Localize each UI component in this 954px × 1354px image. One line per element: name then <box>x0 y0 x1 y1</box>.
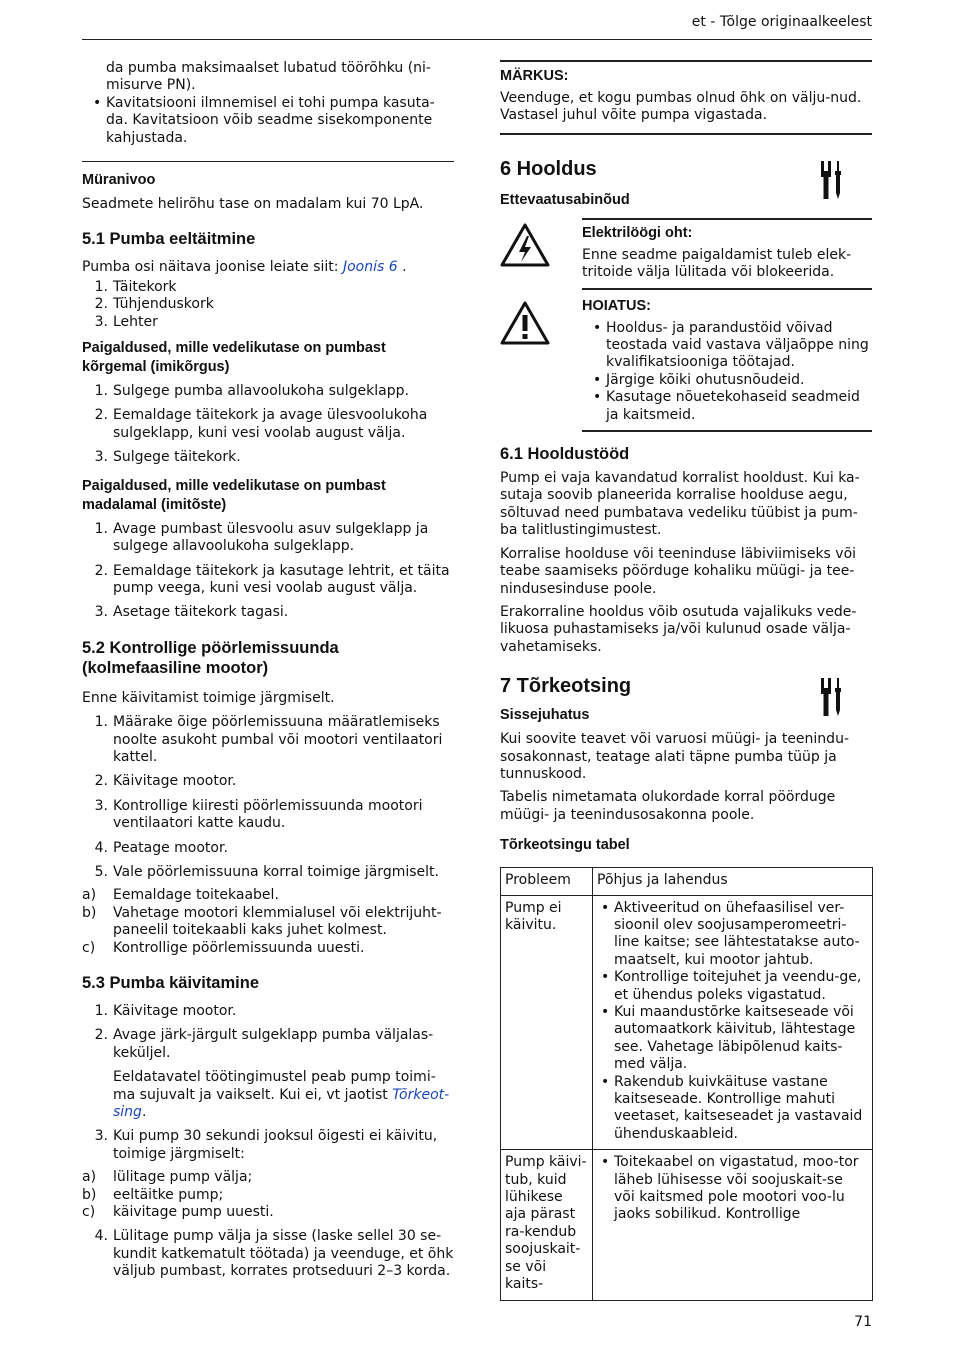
noise-text: Seadmete helirõhu tase on madalam kui 70 LpA. <box>82 196 424 213</box>
column-header: Põhjus ja lahendus <box>593 868 873 895</box>
electric-warning-box <box>582 218 872 288</box>
page-number: 71 <box>854 1314 872 1330</box>
list-item: 2. Eemaldage täitekork ja avage ülesvoolukoha sulgeklapp, kuni vesi voolab august välja. <box>94 407 428 441</box>
section-5-3-steps-cont <box>82 1228 454 1280</box>
paragraph: Kui soovite teavet või varuosi müügi- ja teenindu-sosakonnast, teatage alati täpne pumba tüüp ja tunnuskood. <box>500 731 849 782</box>
troubleshooting-table <box>500 867 873 1300</box>
section-5-1-title: 5.1 Pumba eeltäitmine <box>82 230 256 249</box>
list-item: • Aktiveeritud on ühefaasilisel ver-sioonil olev soojusamperomeetri-line kaitse; see lähtestatakse auto-maatselt, kui mootor jahtub. <box>599 900 868 970</box>
causes-list <box>597 900 868 1144</box>
section-5-2-title: 5.2 Kontrollige pöörlemissuunda (kolmefaasiline mootor) <box>82 638 339 677</box>
section-5-2-substeps <box>82 887 454 957</box>
list-item: • Kavitatsiooni ilmnemisel ei tohi pumpa kasuta-da. Kavitatsioon võib seadme sisekomponente kahjustada. <box>91 95 454 147</box>
list-item: 2. Eemaldage täitekork ja kasutage lehtrit, et täita pump veega, kuni vesi voolab august välja. <box>94 562 450 596</box>
list-item: 3. Kui pump 30 sekundi jooksul õigesti ei käivitu, toimige järgmiselt: <box>94 1128 438 1162</box>
list-item: 2. Tühjenduskork <box>94 296 214 313</box>
list-item: 1. Avage pumbast ülesvoolu asuv sulgeklapp ja sulgege allavoolukoha sulgeklapp. <box>94 520 429 555</box>
section-6-title: 6 Hooldus <box>500 157 597 180</box>
tools-icon <box>818 161 844 204</box>
section-6-header <box>500 157 872 187</box>
tools-icon <box>818 678 844 721</box>
table-row <box>501 1150 873 1300</box>
column-header: Probleem <box>501 868 593 895</box>
list-item: b) eeltäitke pump; <box>82 1186 224 1203</box>
section-5-1-intro: Pumba osi näitava joonise leiate siit: Joonis 6 . <box>82 259 407 276</box>
header-divider <box>82 39 872 40</box>
list-item: 1. Sulgege pumba allavoolukoha sulgeklapp. <box>94 383 409 400</box>
section-6-subtitle: Ettevaatusabinõud <box>500 191 630 208</box>
table-row <box>501 895 873 1150</box>
paragraph: Korralise hoolduse või teeninduse läbiviimiseks või teabe saamiseks pöörduge kohaliku müügi- ja tee-nindusesinduse poole. <box>500 545 857 597</box>
list-item: • Toitekaabel on vigastatud, moo-tor läheb lühisesse või soojuskait-se või kaitsmed pole mootori voo-lu jaoks sobilikud. Kontrollige <box>599 1154 868 1224</box>
right-column <box>500 60 872 1301</box>
below-steps <box>82 521 454 622</box>
section-5-3-title: 5.3 Pumba käivitamine <box>82 974 259 992</box>
causes-cell <box>593 1150 873 1300</box>
below-heading: Paigaldused, mille vedelikutase on pumbast madalamal (imitõste) <box>82 477 386 513</box>
list-item: a) Eemaldage toitekaabel. <box>82 887 279 904</box>
note-box <box>500 60 872 135</box>
paragraph: Pump ei vaja kavandatud korralist hooldust. Kui ka-sutaja soovib planeerida korralise hoolduse aegu, sõltuvad need pumbatava vedeliku tüübist ja pum-ba talitlustingimustest. <box>500 470 860 539</box>
list-item: 3. Asetage täitekork tagasi. <box>94 604 289 621</box>
electric-warning-text: Enne seadme paigaldamist tuleb elek-tritoide välja lülitada või blokeerida. <box>582 246 852 281</box>
section-7-header <box>500 674 872 704</box>
warning-list <box>582 320 872 424</box>
list-item: 1. Täitekork <box>94 278 177 295</box>
general-warning-title: HOIATUS: <box>582 297 652 314</box>
step-note: Eeldatavatel töötingimustel peab pump toimi-ma sujuvalt ja vaikselt. Kui ei, vt jaotist Tõrkeot-sing. <box>113 1069 450 1121</box>
section-7-title: 7 Tõrkeotsing <box>500 675 632 698</box>
paragraph: Tabelis nimetamata olukordade korral pöörduge müügi- ja teenindusosakonna poole. <box>500 789 836 823</box>
list-item: 2. Avage järk-järgult sulgeklapp pumba väljalas-keküljel. Eeldatavatel töötingimustel peab pump toimi-ma sujuvalt ja vaikselt. Kui ei, vt jaotist Tõrkeot-sing. <box>82 1027 454 1121</box>
problem-cell: Pump ei käivitu. <box>501 895 593 1150</box>
noise-heading: Müranivoo <box>82 172 156 189</box>
electric-warning-title: Elektrilöögi oht: <box>582 224 693 241</box>
intro-continuation: da pumba maksimaalset lubatud töörõhku (ni-misurve PN). <box>106 60 431 94</box>
table-header-row <box>501 868 873 895</box>
list-item: 4. Peatage mootor. <box>94 839 228 856</box>
paragraph: Erakorraline hooldus võib osutuda vajalikuks vede-likuosa puhastamiseks ja/või kulunud osade välja-vahetamiseks. <box>500 603 857 655</box>
electric-warning <box>500 218 872 288</box>
list-item: c) Kontrollige pöörlemissuunda uuesti. <box>82 939 365 956</box>
section-7-subtitle: Sissejuhatus <box>500 707 590 724</box>
note-title: MÄRKUS: <box>500 68 569 84</box>
warning-icon <box>500 288 582 432</box>
causes-list <box>597 1154 868 1224</box>
divider <box>82 161 454 162</box>
electric-hazard-icon <box>500 218 582 288</box>
list-item: • Hooldus- ja parandustöid võivad teostada vaid vastava väljaõppe ning kvalifikatsiooniga töötajad. <box>591 320 872 372</box>
list-item: 3. Kontrollige kiiresti pöörlemissuunda mootori ventilaatori katte kaudu. <box>94 797 423 832</box>
above-steps <box>82 383 454 467</box>
troubleshooting-link[interactable]: Tõrkeot-sing <box>113 1086 450 1121</box>
list-item: • Rakendub kuivkäituse vastane kaitseseade. Kontrollige mahuti veetaset, kaitseseadet ja vastavaid ühenduskaableid. <box>599 1074 868 1144</box>
list-item: • Kasutage nõuetekohaseid seadmeid ja kaitsmeid. <box>591 389 872 424</box>
section-5-2-steps <box>82 714 454 881</box>
list-item: 1. Määrake õige pöörlemissuuna määratlemiseks noolte asukoht pumbal või mootori ventilaatori kattel. <box>94 714 443 765</box>
list-item: c) käivitage pump uuesti. <box>82 1204 274 1221</box>
problem-cell: Pump käivi-tub, kuid lühikese aja pärast ra-kendub soojuskait-se või kaits- <box>501 1150 593 1300</box>
section-5-2-intro: Enne käivitamist toimige järgmiselt. <box>82 689 335 706</box>
table-heading: Tõrkeotsingu tabel <box>500 837 630 854</box>
intro-list <box>82 95 454 147</box>
list-item: 5. Vale pöörlemissuuna korral toimige järgmiselt. <box>94 863 439 880</box>
parts-list <box>82 279 454 331</box>
list-item: 2. Käivitage mootor. <box>94 773 237 790</box>
note-text: Veenduge, et kogu pumbas olnud õhk on välju-nud. Vastasel juhul võite pumpa vigastada. <box>500 90 862 124</box>
section-6-1-title: 6.1 Hooldustööd <box>500 445 630 464</box>
list-item: • Järgige kõiki ohutusnõudeid. <box>591 372 872 389</box>
list-item: 1. Käivitage mootor. <box>94 1003 237 1019</box>
section-5-3-steps <box>82 1003 454 1163</box>
causes-cell <box>593 895 873 1150</box>
list-item: b) Vahetage mootori klemmialusel või elektrijuht-paneelil toitekaabli kaks juhet kolmest. <box>82 904 442 939</box>
figure-link[interactable]: Joonis 6 <box>342 259 398 276</box>
list-item: 3. Sulgege täitekork. <box>94 449 241 466</box>
list-item: • Kui maandustõrke kaitseseade või automaatkork käivitub, lähtestage see. Vahetage läbipõlenud kaits-med välja. <box>599 1004 868 1074</box>
list-item: 4. Lülitage pump välja ja sisse (laske sellel 30 se-kundit katkematult töötada) ja veenduge, et õhk väljub pumbast, korrates protseduuri 2–3 korda. <box>94 1228 454 1280</box>
list-item: • Kontrollige toitejuhet ja veendu-ge, et ühendus poleks vigastatud. <box>599 969 868 1004</box>
above-heading: Paigaldused, mille vedelikutase on pumbast kõrgemal (imikõrgus) <box>82 340 386 376</box>
header-title: et - Tõlge originaalkeelest <box>691 14 872 30</box>
left-column <box>82 60 454 1288</box>
list-item: a) lülitage pump välja; <box>82 1169 253 1186</box>
section-5-3-substeps <box>82 1169 454 1221</box>
list-item: 3. Lehter <box>94 313 158 330</box>
general-warning-box <box>582 288 872 432</box>
general-warning <box>500 288 872 432</box>
